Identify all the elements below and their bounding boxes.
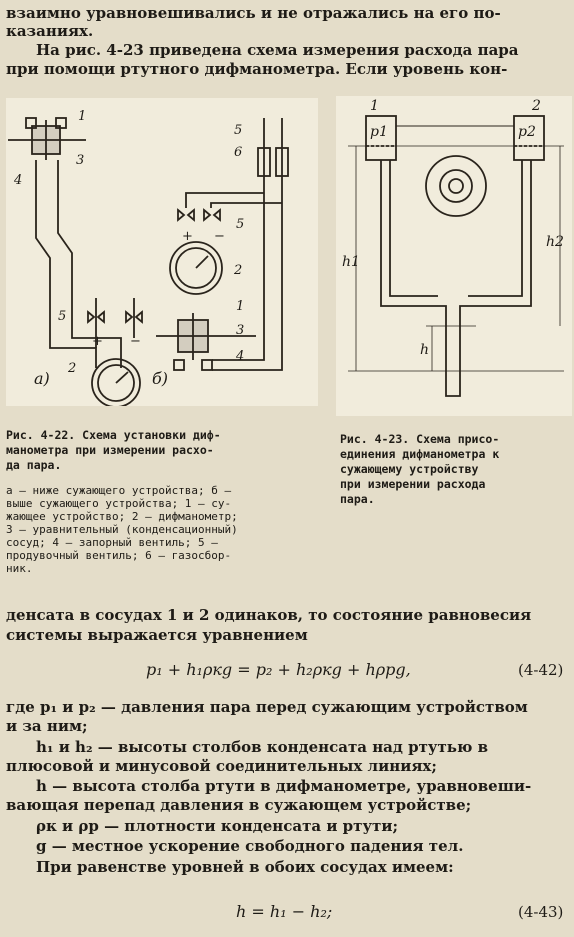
fig22-label: 2 [68,361,77,376]
fig22-label: 5 [234,123,243,138]
equation-4-42: p₁ + h₁ρкg = p₂ + h₂ρкg + hρрg, [146,660,411,679]
fig22-label: 3 [236,323,245,338]
fig22-label: 1 [236,299,245,314]
caption-4-22-title: Рис. 4-22. Схема установки диф- манометра при измерении расхо- да пара. [6,428,221,472]
caption-4-22-legend: а — ниже сужающего устройства; б — выше сужающего устройства; 1 — су- жающее устройство; 2 — дифманометр; 3 — уравнительный (конденсационный) сосуд; 4 — запорный вентиль; 5 — продувочный вентиль; 6 — газосбор- ник. [6,484,238,575]
fig22-variant: а) [34,369,50,388]
fig22-label: 5 [236,217,245,232]
fig23-label: h1 [342,254,360,270]
equation-number: (4-42) [518,661,564,679]
text-line: денсата в сосудах 1 и 2 одинаков, то состояние равновесия [6,606,532,624]
fig22-label: 1 [78,109,87,124]
text-line: плюсовой и минусовой соединительных линиях; [6,757,437,775]
figure-4-23 [336,96,572,416]
text-line: h — высота столба ртути в дифманометре, уравновеши- [36,777,532,795]
fig22-sign: − [130,334,141,349]
fig22-label: 3 [76,153,85,168]
figure-4-22 [6,98,318,406]
text-line: При равенстве уровней в обоих сосудах имеем: [36,858,454,876]
text-line: системы выражается уравнением [6,626,308,644]
fig22-label: 4 [14,173,23,188]
fig22-sign: + [92,334,103,349]
fig23-label: 2 [532,98,541,114]
text-line: при помощи ртутного дифманометра. Если уровень кон- [6,60,508,78]
fig22-variant: б) [152,369,169,388]
fig22-sign: + [182,229,193,244]
fig23-label: p1 [370,124,388,140]
text-line: вающая перепад давления в сужающем устройстве; [6,796,472,814]
fig23-label: h2 [546,234,564,250]
figure-4-22-drawing [6,98,318,406]
text-line: и за ним; [6,717,88,735]
fig22-label: 5 [58,309,67,324]
fig22-label: 6 [234,145,243,160]
caption-4-23: Рис. 4-23. Схема присо- единения дифманометра к сужающему устройству при измерении расхода пара. [340,432,500,506]
fig23-label: p2 [518,124,536,140]
fig23-label: 1 [370,98,379,114]
text-line: На рис. 4-23 приведена схема измерения расхода пара [36,41,519,59]
figure-4-23-drawing [336,96,572,416]
text-line: взаимно уравновешивались и не отражались на его по- [6,4,501,22]
fig23-label: h [420,342,430,358]
fig22-sign: − [214,229,225,244]
text-line: h₁ и h₂ — высоты столбов конденсата над ртутью в [36,738,489,756]
text-line: где p₁ и p₂ — давления пара перед сужающим устройством [6,698,528,716]
equation-number: (4-43) [518,903,564,921]
fig22-label: 2 [234,263,243,278]
text-line: ρк и ρр — плотности конденсата и ртути; [36,817,399,835]
text-line: казаниях. [6,22,94,40]
equation-4-43: h = h₁ − h₂; [236,902,333,921]
fig22-label: 4 [236,349,245,364]
text-line: g — местное ускорение свободного падения тел. [36,837,464,855]
